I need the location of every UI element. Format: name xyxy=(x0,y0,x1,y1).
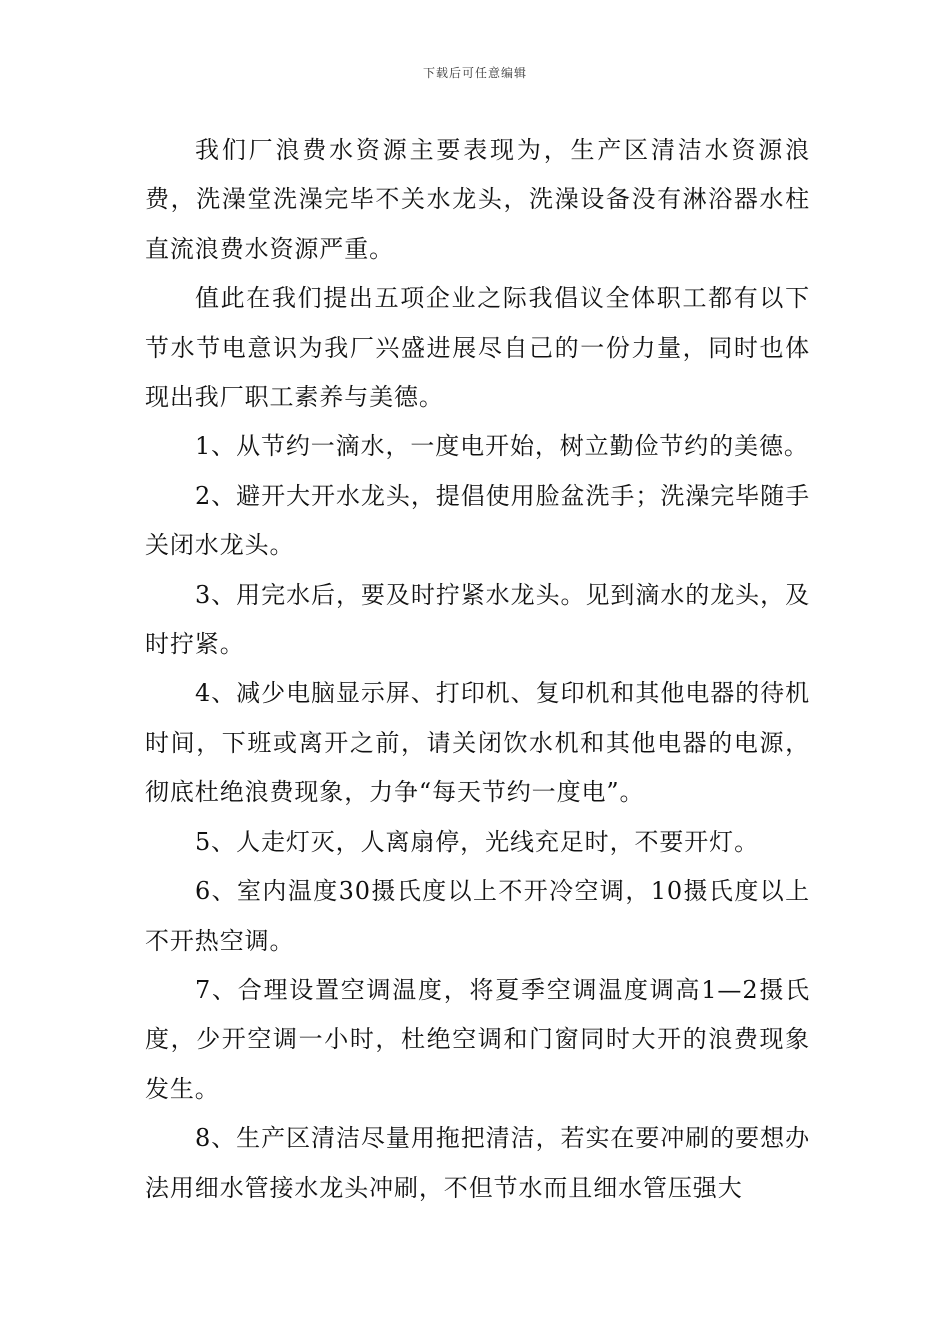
list-item-1: 1、从节约一滴水，一度电开始，树立勤俭节约的美德。 xyxy=(195,432,809,461)
list-item-6: 6、室内温度30摄氏度以上不开冷空调，10摄氏度以上不开热空调。 xyxy=(145,877,810,955)
paragraph-intro: 我们厂浪费水资源主要表现为，生产区清洁水资源浪费，洗澡堂洗澡完毕不关水龙头，洗澡设备没有淋浴器水柱直流浪费水资源严重。 xyxy=(145,136,810,263)
header-note: 下载后可任意编辑 xyxy=(422,66,527,80)
list-item-3: 3、用完水后，要及时拧紧水龙头。见到滴水的龙头，及时拧紧。 xyxy=(145,580,810,659)
document-body xyxy=(145,126,810,1213)
list-item-2: 2、避开大开水龙头，提倡使用脸盆洗手；洗澡完毕随手关闭水龙头。 xyxy=(145,481,810,560)
list-item-5: 5、人走灯灭，人离扇停，光线充足时，不要开灯。 xyxy=(195,827,759,856)
list-item-7: 7、合理设置空调温度，将夏季空调温度调高1—2摄氏度，少开空调一小时，杜绝空调和门窗同时大开的浪费现象发生。 xyxy=(145,975,810,1103)
paragraph-initiative: 值此在我们提出五项企业之际我倡议全体职工都有以下节水节电意识为我厂兴盛进展尽自己的一份力量，同时也体现出我厂职工素养与美德。 xyxy=(145,284,810,412)
list-item-8: 8、生产区清洁尽量用拖把清洁，若实在要冲刷的要想办法用细水管接水龙头冲刷，不但节水而且细水管压强大 xyxy=(145,1124,810,1202)
list-item-4: 4、减少电脑显示屏、打印机、复印机和其他电器的待机时间，下班或离开之前，请关闭饮水机和其他电器的电源，彻底杜绝浪费现象，力争“每天节约一度电”。 xyxy=(145,679,810,807)
